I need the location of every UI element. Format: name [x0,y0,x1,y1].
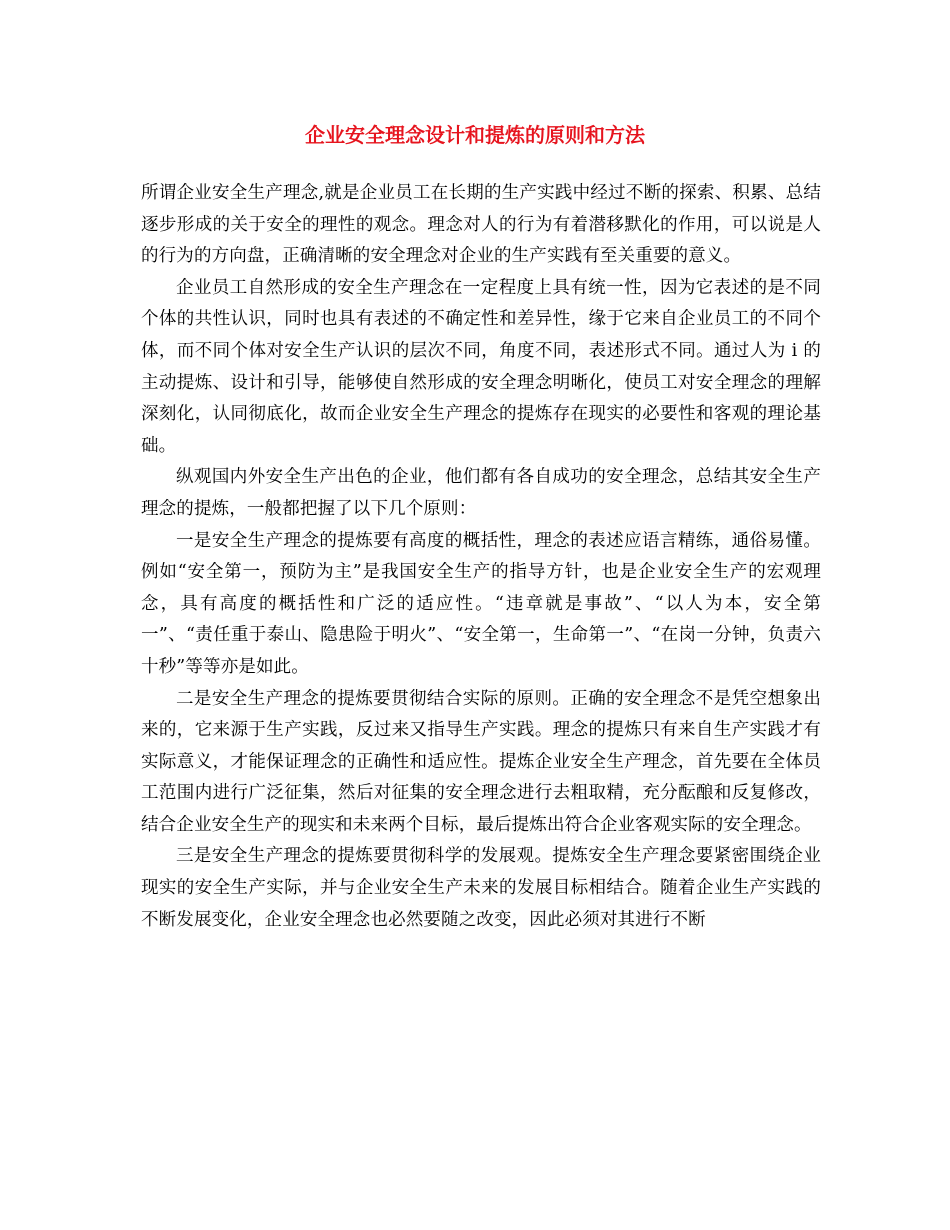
document-title: 企业安全理念设计和提炼的原则和方法 [305,123,645,147]
paragraph-principle-two: 二是安全生产理念的提炼要贯彻结合实际的原则。正确的安全理念不是凭空想象出来的，它来源于生产实践，反过来又指导生产实践。理念的提炼只有来自生产实践才有实际意义，才能保证理念的正确性和适应性。提炼企业安全生产理念，首先要在全体员工范围内进行广泛征集，然后对征集的安全理念进行去粗取精，充分酝酿和反复修改，结合企业安全生产的现实和未来两个目标，最后提炼出符合企业客观实际的安全理念。 [141,688,821,835]
document-body [141,178,821,936]
paragraph-necessity: 企业员工自然形成的安全生产理念在一定程度上具有统一性，因为它表述的是不同个体的共性认识，同时也具有表述的不确定性和差异性，缘于它来自企业员工的不同个体，而不同个体对安全生产认识的层次不同，角度不同，表述形式不同。通过人为 i 的主动提炼、设计和引导，能够使自然形成的安全理念明晰化，使员工对安全理念的理解深刻化，认同彻底化，故而企业安全生产理念的提炼存在现实的必要性和客观的理论基础。 [141,277,821,456]
paragraph-principle-one: 一是安全生产理念的提炼要有高度的概括性，理念的表述应语言精练，通俗易懂。例如“安全第一，预防为主”是我国安全生产的指导方针，也是企业安全生产的宏观理念，具有高度的概括性和广泛的适应性。“违章就是事故”、“以人为本，安全第一”、“责任重于泰山、隐患险于明火”、“安全第一，生命第一”、“在岗一分钟，负责六十秒”等等亦是如此。 [141,530,821,677]
paragraph-principle-three: 三是安全生产理念的提炼要贯彻科学的发展观。提炼安全生产理念要紧密围绕企业现实的安全生产实际，并与企业安全生产未来的发展目标相结合。随着企业生产实践的不断发展变化，企业安全理念也必然要随之改变，因此必须对其进行不断 [141,846,821,930]
paragraph-principles-intro: 纵观国内外安全生产出色的企业，他们都有各自成功的安全理念，总结其安全生产理念的提炼，一般都把握了以下几个原则： [141,467,821,519]
paragraph-definition: 所谓企业安全生产理念,就是企业员工在长期的生产实践中经过不断的探索、积累、总结逐步形成的关于安全的理性的观念。理念对人的行为有着潜移默化的作用，可以说是人的行为的方向盘，正确清晰的安全理念对企业的生产实践有至关重要的意义。 [141,183,821,267]
